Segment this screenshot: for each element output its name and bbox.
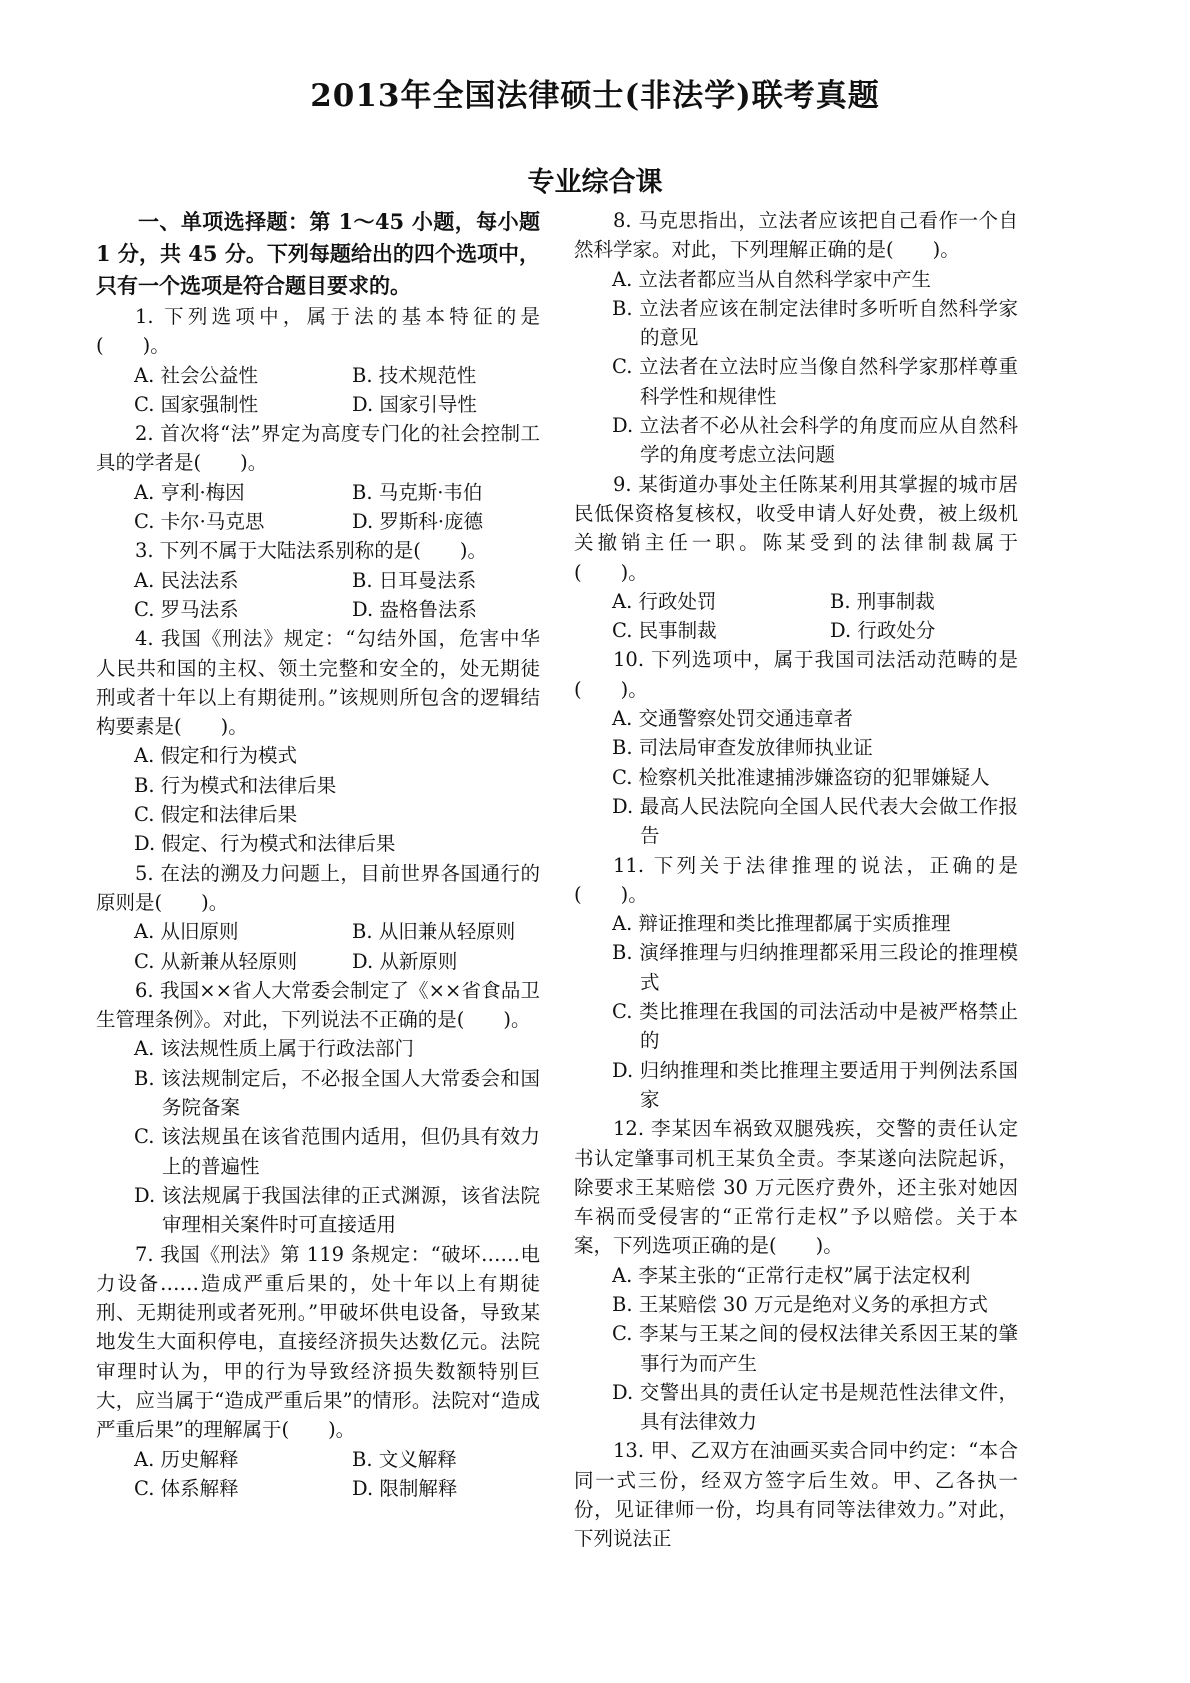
option: B. 刑事制裁 [830,589,935,613]
option: D. 交警出具的责任认定书是规范性法律文件，具有法律效力 [612,1380,1018,1434]
question-stem: 11. 下列关于法律推理的说法，正确的是( )。 [574,853,1018,906]
option: A. 交通警察处罚交通违章者 [612,707,853,731]
option: C. 类比推理在我国的司法活动中是被严格禁止的 [612,1000,1018,1053]
option: C. 民事制裁 [612,619,717,643]
question-9 [574,470,1018,646]
question-stem: 3. 下列不属于大陆法系别称的是( )。 [135,539,488,563]
question-5 [96,859,540,976]
option: D. 限制解释 [352,1476,458,1500]
option: A. 立法者都应当从自然科学家中产生 [612,267,931,291]
question-stem: 4. 我国《刑法》规定：“勾结外国，危害中华人民共和国的主权、领土完整和安全的，处无期徒刑或者十年以上有期徒刑。”该规则所包含的逻辑结构要素是( )。 [96,627,540,739]
option: A. 社会公益性 [134,363,258,387]
option: A. 李某主张的“正常行走权”属于法定权利 [612,1263,971,1287]
question-stem: 9. 某街道办事处主任陈某利用其掌握的城市居民低保资格复核权，收受申请人好处费，被上级机关撤销主任一职。陈某受到的法律制裁属于( )。 [574,472,1018,584]
right-column [574,206,1018,1554]
option: D. 该法规属于我国法律的正式渊源，该省法院审理相关案件时可直接适用 [134,1183,540,1237]
left-column [96,206,540,1503]
question-stem: 1. 下列选项中，属于法的基本特征的是( )。 [96,305,540,358]
option: A. 亨利·梅因 [134,480,245,504]
question-stem: 2. 首次将“法”界定为高度专门化的社会控制工具的学者是( )。 [96,422,540,475]
question-2 [96,419,540,536]
question-8 [574,206,1018,470]
option: C. 假定和法律后果 [134,803,298,827]
option: B. 技术规范性 [352,363,477,387]
option: D. 罗斯科·庞德 [352,510,484,534]
option: C. 罗马法系 [134,597,239,621]
option: A. 历史解释 [134,1447,239,1471]
option: D. 行政处分 [830,619,936,643]
option: B. 该法规制定后，不必报全国人大常委会和国务院备案 [134,1066,540,1120]
document-title: 2013年全国法律硕士(非法学)联考真题 [310,78,880,114]
option: B. 演绎推理与归纳推理都采用三段论的推理模式 [612,941,1018,994]
question-stem: 8. 马克思指出，立法者应该把自己看作一个自然科学家。对此，下列理解正确的是( )。 [574,209,1018,262]
option: D. 最高人民法院向全国人民代表大会做工作报告 [612,794,1018,848]
option: C. 从新兼从轻原则 [134,949,298,973]
option: C. 国家强制性 [134,392,259,416]
question-3 [96,536,540,624]
option: C. 卡尔·马克思 [134,510,265,534]
option: A. 从旧原则 [134,920,239,944]
option: B. 文义解释 [352,1447,457,1471]
option: A. 辩证推理和类比推理都属于实质推理 [612,912,951,936]
option: A. 民法法系 [134,568,239,592]
question-7 [96,1240,540,1504]
option: A. 假定和行为模式 [134,744,297,768]
question-6 [96,976,540,1240]
option: C. 体系解释 [134,1476,239,1500]
question-1 [96,302,540,419]
option: B. 立法者应该在制定法律时多听听自然科学家的意见 [612,296,1018,350]
option: B. 行为模式和法律后果 [134,773,337,797]
option: B. 日耳曼法系 [352,568,477,592]
option: D. 假定、行为模式和法律后果 [134,832,396,856]
option: D. 国家引导性 [352,392,477,416]
option: D. 立法者不必从社会科学的角度而应从自然科学的角度考虑立法问题 [612,414,1018,467]
question-stem: 13. 甲、乙双方在油画买卖合同中约定：“本合同一式三份，经双方签字后生效。甲、乙各执一份，见证律师一份，均具有同等法律效力。”对此，下列说法正 [574,1439,1018,1551]
option: D. 归纳推理和类比推理主要适用于判例法系国家 [612,1058,1018,1111]
question-13 [574,1436,1018,1553]
question-4 [96,624,540,858]
question-stem: 6. 我国××省人大常委会制定了《××省食品卫生管理条例》。对此，下列说法不正确的是( )。 [96,978,540,1032]
option: C. 立法者在立法时应当像自然科学家那样尊重科学性和规律性 [612,355,1018,408]
question-stem: 10. 下列选项中，属于我国司法活动范畴的是( )。 [574,648,1018,701]
question-11 [574,851,1018,1115]
question-12 [574,1114,1018,1436]
option: B. 王某赔偿 30 万元是绝对义务的承担方式 [612,1292,988,1316]
question-stem: 5. 在法的溯及力问题上，目前世界各国通行的原则是( )。 [96,861,540,914]
option: D. 从新原则 [352,949,458,973]
option: A. 该法规性质上属于行政法部门 [134,1037,414,1061]
section-header: 一、单项选择题：第 1～45 小题，每小题 1 分，共 45 分。下列每题给出的四个选项中，只有一个选项是符合题目要求的。 [96,209,540,298]
question-10 [574,645,1018,850]
document-subtitle: 专业综合课 [527,167,663,198]
option: D. 盎格鲁法系 [352,597,477,621]
option: C. 李某与王某之间的侵权法律关系因王某的肇事行为而产生 [612,1322,1018,1375]
option: C. 检察机关批准逮捕涉嫌盗窃的犯罪嫌疑人 [612,765,990,789]
option: B. 司法局审查发放律师执业证 [612,736,873,760]
question-stem: 12. 李某因车祸致双腿残疾，交警的责任认定书认定肇事司机王某负全责。李某遂向法院起诉，除要求王某赔偿 30 万元医疗费外，还主张对她因车祸而受侵害的“正常行走权”予以赔偿。关于本案，下列选项正确的是( )。 [574,1117,1018,1258]
option: B. 马克斯·韦伯 [352,480,483,504]
option: C. 该法规虽在该省范围内适用，但仍具有效力上的普遍性 [134,1125,540,1178]
option: B. 从旧兼从轻原则 [352,920,516,944]
question-stem: 7. 我国《刑法》第 119 条规定：“破坏……电力设备……造成严重后果的，处十年以上有期徒刑、无期徒刑或者死刑。”甲破坏供电设备，导致某地发生大面积停电，直接经济损失达数亿元。法院审理时认为，甲的行为导致经济损失数额特别巨大，应当属于“造成严重后果”的情形。法院对“造成严重后果”的理解属于( )。 [96,1242,540,1442]
option: A. 行政处罚 [612,589,717,613]
